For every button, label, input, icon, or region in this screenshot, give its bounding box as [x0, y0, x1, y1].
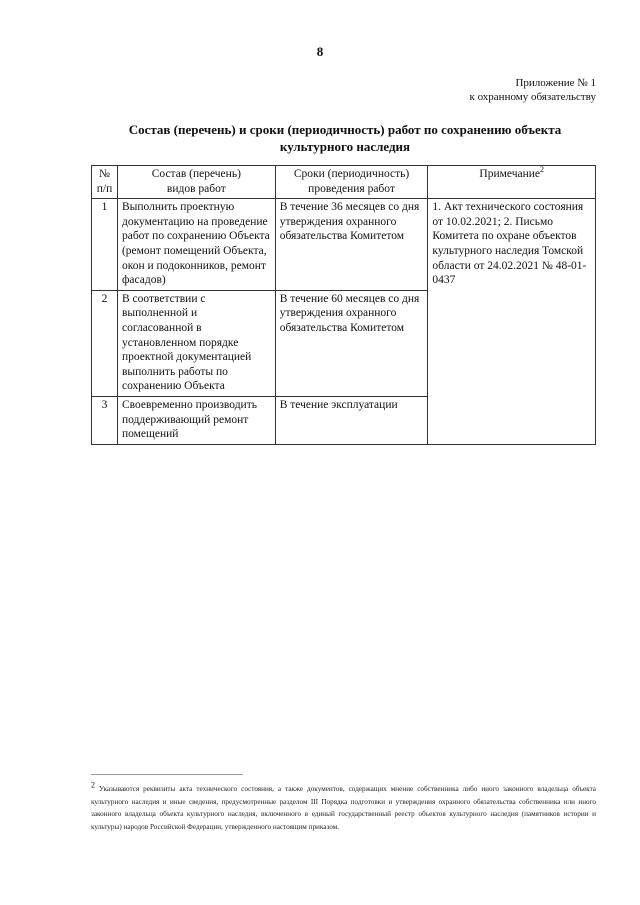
- row-number: 2: [92, 290, 118, 396]
- works-table: [91, 165, 596, 445]
- footnote-divider: [91, 774, 243, 775]
- row-composition: Выполнить проектную документацию на проведение работ по сохранению Объекта (ремонт помещений Объекта, окон и подоконников, ремонт фасадов): [117, 199, 275, 291]
- row-number: 3: [92, 396, 118, 444]
- header-number: [92, 166, 118, 199]
- appendix-line-2: к охранному обязательству: [469, 91, 596, 103]
- header-number-line-2: п/п: [96, 182, 113, 195]
- header-note-label: Примечание: [479, 168, 540, 180]
- row-number: 1: [92, 199, 118, 291]
- row-composition: Своевременно производить поддерживающий ремонт помещений: [117, 396, 275, 444]
- table-row: [92, 199, 596, 291]
- document-title-line-1: Состав (перечень) и сроки (периодичность) работ по сохранению объекта: [128, 122, 562, 137]
- appendix-line-1: Приложение № 1: [515, 77, 596, 89]
- footnote-number: 2: [91, 780, 95, 790]
- header-note: [428, 166, 596, 199]
- header-number-line-1: №: [98, 168, 110, 180]
- page-number: 8: [316, 44, 324, 59]
- header-term-line-1: Сроки (периодичность): [293, 168, 410, 180]
- header-term: [275, 166, 428, 199]
- footnote-text: Указываются реквизиты акта технического состояния, а также документов, содержащих мнение собственника либо иного законного владельца объекта культурного наследия и иные сведения, предусмотренные разделом III Порядка подготовки и утверждения охранного обязательства собственника или иного законного владельца объекта культурного наследия, включенного в единый государственный реестр объектов культурного наследия (памятников истории и культуры) народов Российской Федерации, утвержденного настоящим приказом.: [91, 785, 596, 831]
- footnote-mark: 2: [540, 165, 544, 175]
- header-composition-line-1: Состав (перечень): [151, 168, 241, 180]
- row-composition: В соответствии с выполненной и согласованной в установленном порядке проектной документацией выполнить работы по сохранению Объекта: [117, 290, 275, 396]
- document-title-line-2: культурного наследия: [279, 139, 411, 154]
- row-term: В течение эксплуатации: [275, 396, 428, 444]
- row-term: В течение 36 месяцев со дня утверждения охранного обязательства Комитетом: [275, 199, 428, 291]
- document-title: [90, 121, 600, 155]
- footnote: [91, 780, 596, 833]
- appendix-reference: [469, 76, 596, 104]
- header-term-line-2: проведения работ: [308, 182, 395, 195]
- header-composition-line-2: видов работ: [166, 182, 226, 195]
- row-note: 1. Акт технического состояния от 10.02.2021; 2. Письмо Комитета по охране объектов культурного наследия Томской области от 24.02.2021 № 48-01-0437: [428, 199, 596, 445]
- row-term: В течение 60 месяцев со дня утверждения охранного обязательства Комитетом: [275, 290, 428, 396]
- table-header-row: [92, 166, 596, 199]
- header-composition: [117, 166, 275, 199]
